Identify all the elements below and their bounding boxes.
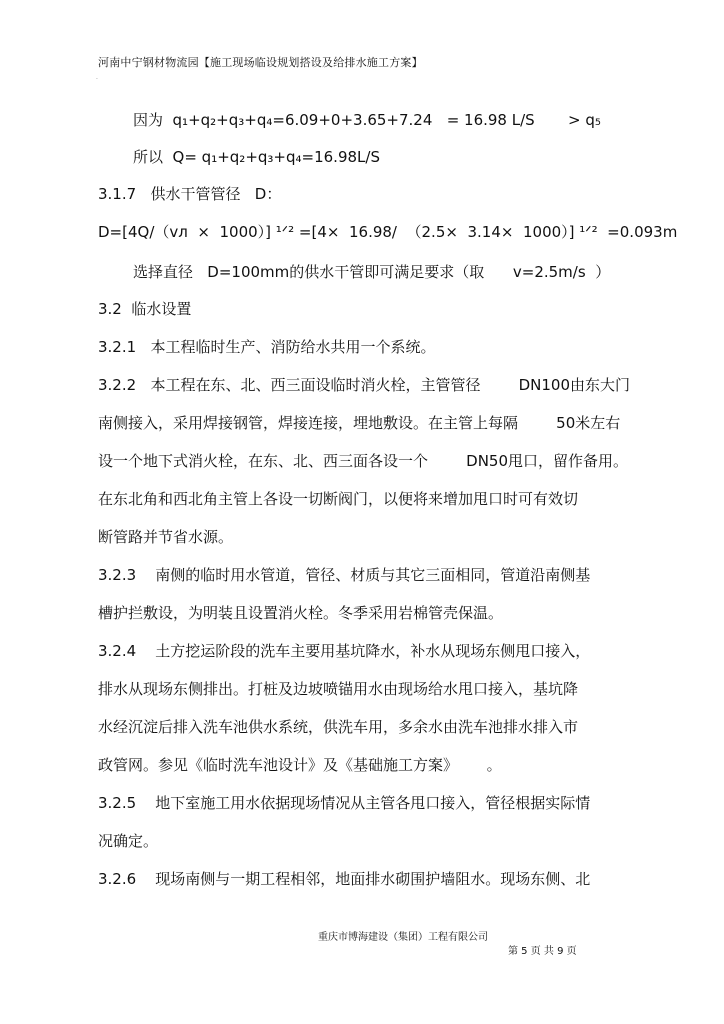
paragraph-line: 政管网。参见《临时洗车池设计》及《基础施工方案》 。 <box>98 756 502 774</box>
page-number: 第 5 页 共 9 页 <box>508 946 577 957</box>
paragraph-line: 况确定。 <box>98 832 159 850</box>
paragraph-line: 排水从现场东侧排出。打桩及边坡喷锚用水由现场给水甩口接入，基坑降 <box>98 680 579 698</box>
paragraph-line: 3.2.2 本工程在东、北、西三面设临时消火栓，主管管径 DN100由东大门 <box>98 376 631 394</box>
paragraph-line: 设一个地下式消火栓，在东、北、西三面各设一个 DN50甩口，留作备用。 <box>98 452 629 470</box>
section-heading: 3.1.7 供水干管管径 D： <box>98 185 282 203</box>
paragraph-line: 断管路并节省水源。 <box>98 528 234 546</box>
section-heading: 3.2 临水设置 <box>98 300 192 318</box>
footer-company: 重庆市博海建设（集团）工程有限公司 <box>318 932 488 943</box>
paragraph-line: 3.2.3 南侧的临时用水管道，管径、材质与其它三面相同，管道沿南侧基 <box>98 566 591 584</box>
header-marker: . <box>96 74 98 81</box>
paragraph-line: 3.2.1 本工程临时生产、消防给水共用一个系统。 <box>98 338 436 356</box>
paragraph-line: 南侧接入，采用焊接钢管，焊接连接，埋地敷设。在主管上每隔 50米左右 <box>98 414 621 432</box>
paragraph-line: 选择直径 D=100mm的供水干管即可满足要求（取 v=2.5m/s ） <box>133 263 611 281</box>
paragraph-line: 水经沉淀后排入洗车池供水系统，供洗车用，多余水由洗车池排水排入市 <box>98 718 579 736</box>
paragraph-line: 3.2.5 地下室施工用水依据现场情况从主管各甩口接入，管径根据实际情 <box>98 794 591 812</box>
paragraph-line: 3.2.6 现场南侧与一期工程相邻，地面排水砌围护墙阻水。现场东侧、北 <box>98 870 591 888</box>
formula-line: 所以 Q= q₁+q₂+q₃+q₄=16.98L/S <box>133 148 380 166</box>
paragraph-line: 在东北角和西北角主管上各设一切断阀门，以便将来增加甩口时可有效切 <box>98 490 579 508</box>
formula-line: 因为 q₁+q₂+q₃+q₄=6.09+0+3.65+7.24 = 16.98 L/S > q₅ <box>133 111 601 129</box>
page-header: 河南中宁钢材物流园【施工现场临设规划搭设及给排水施工方案】 <box>98 56 423 69</box>
formula-line: D=[4Q/（vл × 1000）] ¹ᐟ² =[4× 16.98/ （2.5× 3.14× 1000）] ¹ᐟ² =0.093m <box>98 223 678 241</box>
paragraph-line: 3.2.4 土方挖运阶段的洗车主要用基坑降水，补水从现场东侧甩口接入， <box>98 642 591 660</box>
paragraph-line: 槽护拦敷设，为明装且设置消火栓。冬季采用岩棉管壳保温。 <box>98 604 504 622</box>
